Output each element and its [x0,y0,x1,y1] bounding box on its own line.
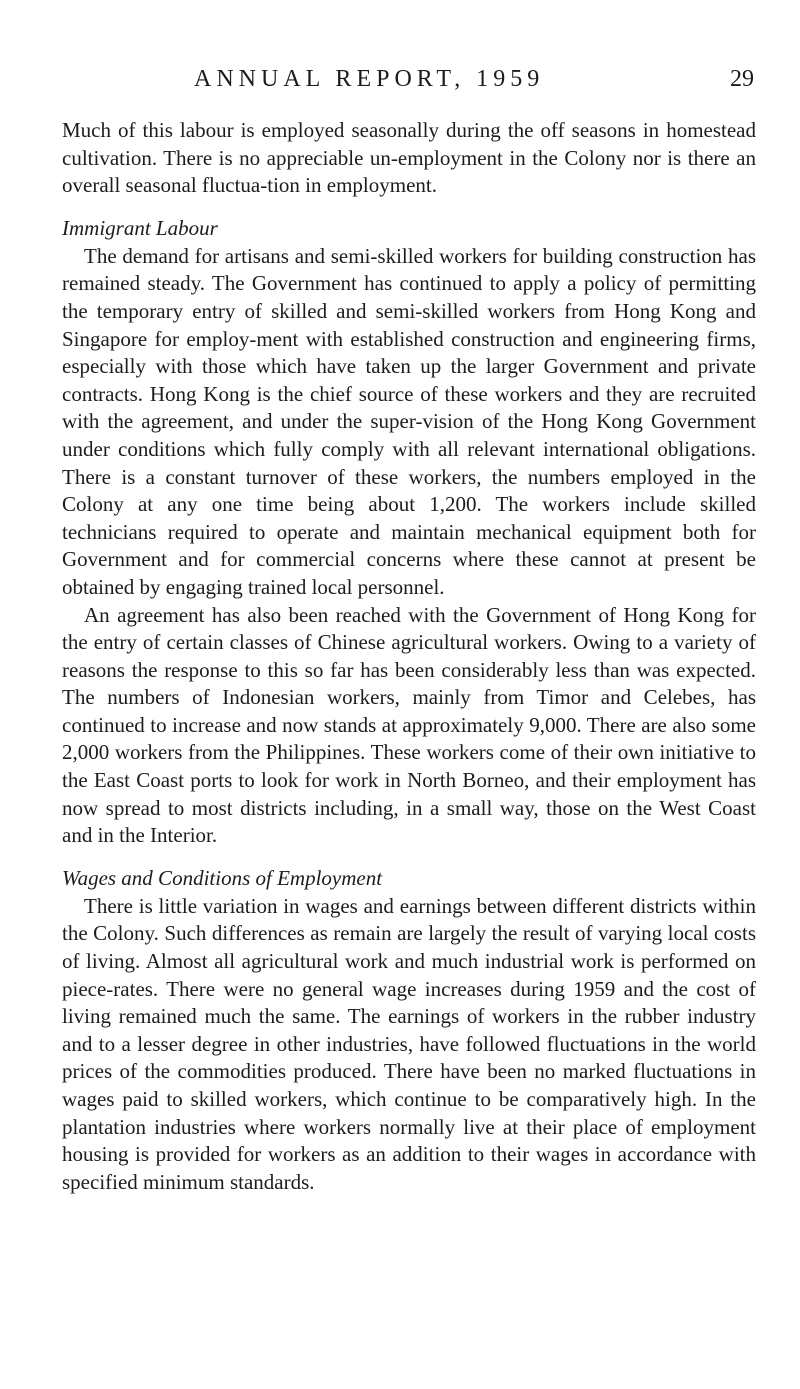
running-title: ANNUAL REPORT, 1959 [194,66,545,92]
paragraph: There is little variation in wages and earnings between different districts within the Colony. Such differences as remain are largely the result of varying local costs of living. Almost all agricultural work and much industrial work is performed on piece-rates. There were no general wage increases during 1959 and the cost of living remained much the same. The earnings of workers in the rubber industry and to a lesser degree in other industries, have followed fluctuations in the world prices of the commodities produced. There have been no marked fluctuations in wages paid to skilled workers, which continue to be comparatively high. In the plantation industries where workers normally live at their place of employment housing is provided for workers as an addition to their wages in accordance with specified minimum standards. [62,893,756,1194]
section-heading-immigrant-labour: Immigrant Labour [62,215,218,240]
page-number: 29 [730,66,754,92]
paragraph: An agreement has also been reached with the Government of Hong Kong for the entry of certain classes of Chinese agricultural workers. Owing to a variety of reasons the response to this so far has been considerably less than was expected. The numbers of Indonesian workers, mainly from Timor and Celebes, has continued to increase and now stands at approximately 9,000. There are also some 2,000 workers from the Philippines. These workers come of their own initiative to the East Coast ports to look for work in North Borneo, and their employment has now spread to most districts including, in a small way, those on the West Coast and in the Interior. [62,602,756,848]
section-heading-wages-and-conditions: Wages and Conditions of Employment [62,865,383,890]
page-header [194,64,754,100]
body-text [62,117,756,1196]
paragraph: Much of this labour is employed seasonally during the off seasons in homestead cultivation. There is no appreciable un-employment in the Colony nor is there an overall seasonal fluctua-tion in employment. [62,118,756,198]
paragraph: The demand for artisans and semi-skilled workers for building construction has remained steady. The Government has continued to apply a policy of permitting the temporary entry of skilled and semi-skilled workers from Hong Kong and Singapore for employ-ment with established construction and engineering firms, especially with those which have taken up the larger Government and private contracts. Hong Kong is the chief source of these workers and they are recruited with the agreement, and under the super-vision of the Hong Kong Government under conditions which fully comply with all relevant international obligations. There is a constant turnover of these workers, the numbers employed in the Colony at any one time being about 1,200. The workers include skilled technicians required to operate and maintain mechanical equipment both for Government and for commercial concerns where these cannot at present be obtained by engaging trained local personnel. [62,243,756,599]
